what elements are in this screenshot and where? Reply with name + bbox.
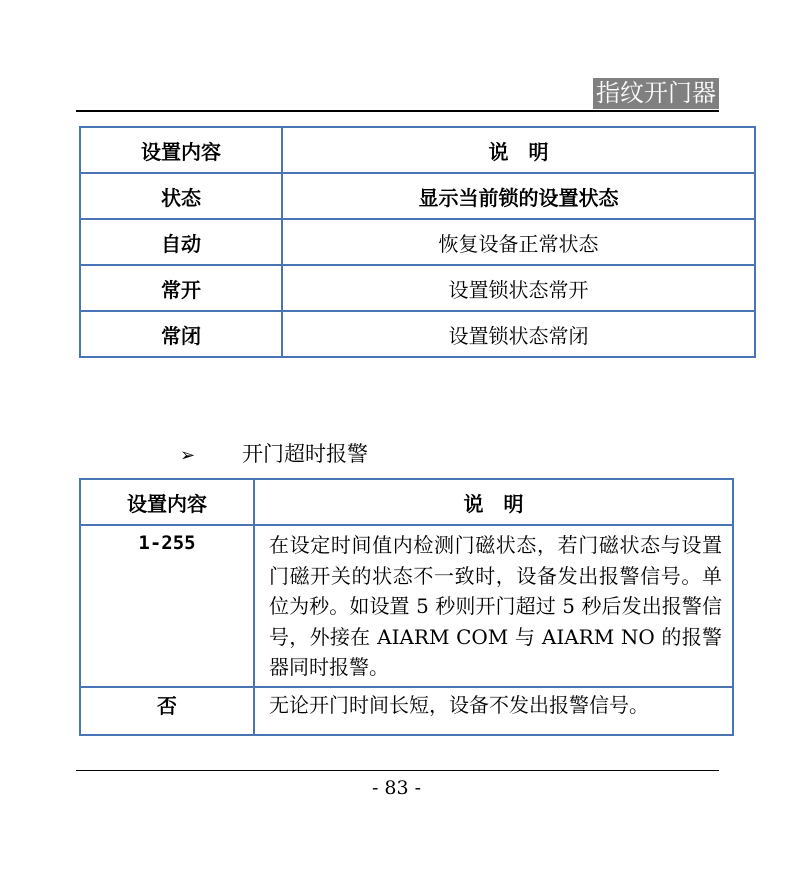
section-heading [180,438,368,468]
column-header-description: 说 明 [282,127,755,173]
document-header-title: 指纹开门器 [593,78,719,109]
setting-cell: 常开 [80,265,282,311]
table-header-row [80,479,733,525]
description-cell: 恢复设备正常状态 [282,219,755,265]
column-header-setting: 设置内容 [80,479,254,525]
description-cell: 无论开门时间长短，设备不发出报警信号。 [254,687,733,735]
setting-cell: 常闭 [80,311,282,357]
setting-cell: 否 [80,687,254,735]
column-header-description: 说 明 [254,479,733,525]
description-cell: 设置锁状态常闭 [282,311,755,357]
page-number: - 83 - [371,777,422,799]
setting-cell: 1-255 [80,525,254,687]
footer-rule [76,770,719,771]
arrow-bullet-icon: ➢ [180,445,196,466]
table-row [80,687,733,735]
description-cell: 设置锁状态常开 [282,265,755,311]
table-header-row [80,127,755,173]
table-row [80,311,755,357]
column-header-setting: 设置内容 [80,127,282,173]
setting-cell: 自动 [80,219,282,265]
table-row [80,265,755,311]
table-row [80,173,755,219]
door-timeout-alarm-table [79,478,734,736]
lock-status-settings-table [79,126,756,358]
section-title: 开门超时报警 [242,442,368,466]
description-cell: 在设定时间值内检测门磁状态，若门磁状态与设置门磁开关的状态不一致时，设备发出报警信号。单位为秒。如设置 5 秒则开门超过 5 秒后发出报警信号，外接在 AIARM COM 与 AIARM NO 的报警器同时报警。 [254,525,733,687]
table-row [80,219,755,265]
table-row [80,525,733,687]
header-rule [76,110,719,112]
setting-cell: 状态 [80,173,282,219]
description-cell: 显示当前锁的设置状态 [282,173,755,219]
